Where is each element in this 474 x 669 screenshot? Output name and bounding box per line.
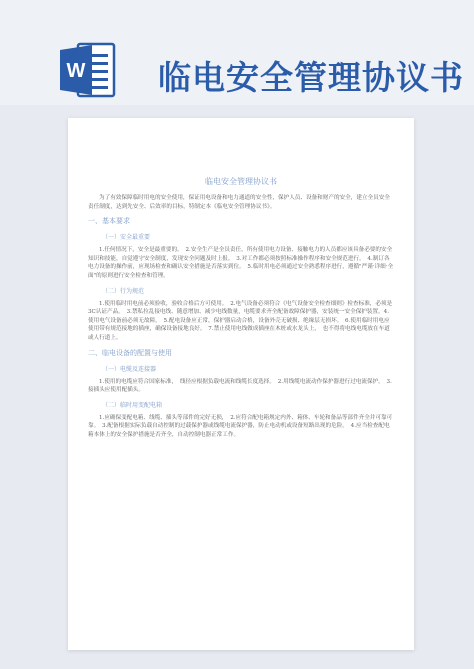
intro-paragraph: 为了有效保障临时用电的安全使用，保证用电设备和电力通道的安全性，保护人员、设备和财产的安全，建立全员安全责任制度，达到先安全、后效率的目标，特制定本《临电安全管理协议书》。 [88,195,390,210]
paragraph-distribution-box: 1.应确保变配电箱、线缆、插头等部件的完好无损， 2.应符合配电箱规定内外、箱体、车轮和备品等部件齐全并可靠可靠。 3.配备根据实际负载自动控制的过载保护器或线缆电流保护器，防止电动机或设备短路出现的危险。 4.应当检查配电箱本体上的安全保护措施是否齐全，自动控制电器正常工作。 [88,414,393,438]
subsection-heading-cables: （一）电缆及连接器 [102,365,157,373]
document-title: 临电安全管理协议书 [205,177,277,186]
page-title: 临电安全管理协议书 [158,58,464,97]
section-heading-equipment-config: 二、临电设备的配置与使用 [88,348,172,357]
section-heading-basic-requirements: 一、基本要求 [88,217,130,226]
svg-text:W: W [66,60,86,82]
word-document-icon [58,40,116,100]
document-page [68,118,414,650]
document-content [88,176,394,445]
paragraph-code-of-conduct: 1.使用临时用电前必须验收，验收合格后方可使用。 2.电气设备必须符合《电气设备安全检查细则》检查标准，必须是3C认证产品。 3.禁私拉乱接电线、随意增加、减少电线数量，电缆要求齐全配备故障保护器，安装统一安全保护装置。4.使用电气设备前必须无故障， 5.配电设备应正常，保护器启动合格，设备外壳无破损、绝缘层无损坏。 6.使用临时用电应使用带有规范接地的插座，确保设备接地良好。 7.禁止使用电线做成插座在木桩或水龙头上， 也不得将电线电缆放在车道或人行道上。 [88,300,393,341]
subsection-heading-safety-first: （一）安全最重要 [102,234,151,242]
header-banner [0,0,474,105]
subsection-heading-distribution-box: （二）临时用变配电箱 [102,401,163,409]
paragraph-cables: 1.使用的电缆应符合国家标准， 线径应根据负载电流和线缆长度选择。 2.用线缆电流动作保护器进行过电流保护。 3.接插头应使用配插头。 [88,378,392,394]
subsection-heading-code-of-conduct: （二）行为规范 [102,287,145,295]
paragraph-safety-first: 1.任何情况下，安全是最重要的。 2.安全生产是全员责任，所有使用电力设备、接触电力的人员都应该具备必要的安全知识和技能，自觉遵守安全制度，发现安全问题及时上报。 3.对工作都必须按照标准操作程序和安全规范进行。 4.制订各电力设备的操作前，应现场检查和确认安全措施是否落实到位。 5.临时用电必须通过安全熟悉程序进行，遵循"严谨·详细·全面"的原则进行安全检查和管理。 [88,247,394,279]
